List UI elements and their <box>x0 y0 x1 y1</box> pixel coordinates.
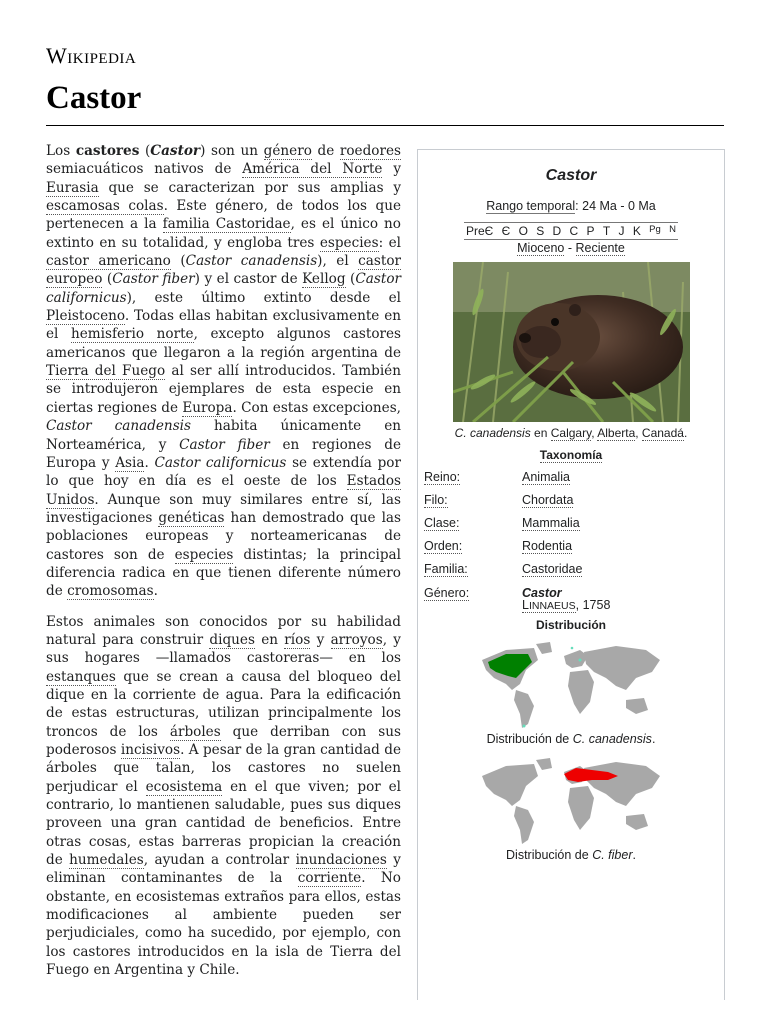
logo-text: Wikipedia <box>46 43 137 68</box>
taxonomy-row <box>418 488 724 511</box>
article-link[interactable]: ríos <box>284 631 311 648</box>
map-fiber-caption <box>418 848 724 862</box>
title-divider <box>46 125 724 126</box>
article-text: y <box>310 631 331 648</box>
article-text: Estos animales son conocidos por su habilidad natural para construir <box>46 613 401 648</box>
article-text: Los <box>46 143 76 159</box>
timeline-period[interactable]: PreЄ <box>466 224 494 238</box>
taxonomy-value[interactable]: Mammalia <box>522 515 580 530</box>
link-alberta[interactable]: Alberta <box>597 426 636 440</box>
article-text: . No obstante, en ecosistemas extraños para ellos, estas modificaciones al ambiente pueden ser perjudiciales, como ha sucedido, por ejemplo, con los castores introducidos en la isla de Tierra del Fuego en Argentina y Chile. <box>46 870 401 979</box>
article-text: ), este último extinto desde el <box>126 289 401 306</box>
taxonomy-value[interactable]: Castoridae <box>522 562 583 577</box>
timeline-period[interactable]: O <box>518 224 528 238</box>
article-text: . Este género, de todos los que pertenecen a la <box>46 198 401 233</box>
article-link[interactable]: arroyos <box>330 631 383 648</box>
article-text: Castor <box>150 143 201 159</box>
taxonomy-header <box>418 448 724 462</box>
caption-end: . <box>683 426 688 440</box>
taxonomy-value-cell <box>522 470 570 484</box>
taxonomy-value[interactable]: Chordata <box>522 492 574 507</box>
beaver-photo[interactable] <box>453 262 690 422</box>
article-text: . <box>144 454 155 471</box>
taxonomy-rank[interactable]: Género: <box>424 585 470 600</box>
article-text: , ayudan a controlar <box>143 852 296 869</box>
timeline-period[interactable]: C <box>569 224 579 238</box>
article-text: Castor canadensis <box>46 418 191 435</box>
taxonomy-header-link[interactable]: Taxonomía <box>539 448 603 462</box>
author-first: L <box>522 598 529 613</box>
map2-species: C. fiber <box>592 848 633 863</box>
map1-species: C. canadensis <box>572 732 652 747</box>
map-canadensis-caption <box>418 732 724 746</box>
article-text: . A pesar de la gran cantidad de árboles que talan, los castores no suelen perjudicar el <box>46 742 401 795</box>
map2-prefix: Distribución de <box>506 848 593 863</box>
range-value: : 24 Ma - 0 Ma <box>575 199 656 213</box>
taxonomy-value: Castor <box>522 585 562 600</box>
article-text: que se caracterizan por sus amplias y <box>98 179 401 196</box>
map2-end: . <box>632 848 636 863</box>
taxonomy-row <box>418 535 724 558</box>
article-link[interactable]: ecosistema <box>145 778 223 795</box>
article-text: ( <box>170 253 186 270</box>
taxonomy-rank-cell <box>424 539 522 553</box>
article-link[interactable]: Tierra del Fuego <box>46 363 166 380</box>
author-rest: INNAEUS <box>528 600 576 613</box>
article-link[interactable]: escamosas colas <box>46 198 164 215</box>
timeline-period[interactable]: P <box>586 224 595 238</box>
taxonomy-value-cell <box>522 493 573 507</box>
article-text: Castor californicus <box>154 454 287 471</box>
paragraph-1 <box>46 142 401 601</box>
article-link[interactable]: Estados Unidos <box>46 473 401 508</box>
article-text: que derriban con sus poderosos <box>46 723 401 758</box>
taxonomy-rank[interactable]: Clase: <box>424 515 460 530</box>
taxonomy-value-cell <box>522 539 572 553</box>
article-text: que se crean a causa del bloqueo del dique en la corriente de agua. Para la edificación de estas estructuras, utilizan principalmente los troncos de los <box>46 668 401 740</box>
article-text: al ser allí introducidos. También se introdujeron ejemplares de esta especie en ciertas regiones de <box>46 363 401 416</box>
article-link[interactable]: roedores <box>339 143 402 159</box>
taxonomy-rank-cell <box>424 470 522 484</box>
caption-comma: , <box>591 426 598 440</box>
article-link[interactable]: incisivos <box>120 742 181 758</box>
timeline-period[interactable]: S <box>536 224 545 238</box>
article-text: . Todas ellas habitan exclusivamente en el <box>46 308 401 343</box>
epoch-range <box>418 241 724 255</box>
distribution-header <box>418 618 724 632</box>
page-title: Castor <box>46 80 142 116</box>
article-text: en regiones de Europa y <box>46 436 401 471</box>
geologic-timeline <box>464 222 678 240</box>
article-link[interactable]: castor europeo <box>46 253 402 288</box>
article-text: ) y el castor de <box>194 271 303 288</box>
article-link[interactable]: estanques <box>46 668 116 685</box>
epoch-from[interactable]: Mioceno <box>517 241 565 255</box>
author-link[interactable] <box>522 598 576 613</box>
timeline-period[interactable]: N <box>669 224 676 235</box>
article-text: ( <box>345 271 356 288</box>
article-text: ( <box>102 271 113 288</box>
taxonomy-value[interactable]: Rodentia <box>522 539 573 554</box>
taxonomy-value-cell <box>522 516 580 530</box>
article-link[interactable]: diques <box>209 631 255 648</box>
article-link[interactable]: Eurasia <box>46 179 99 196</box>
taxonomy-row <box>418 511 724 534</box>
timeline-period[interactable]: J <box>618 224 625 238</box>
author-year: , 1758 <box>575 598 611 613</box>
article-link[interactable]: especies <box>319 234 379 251</box>
article-text: semiacuáticos nativos de <box>46 161 243 178</box>
timeline-period[interactable]: D <box>552 224 562 238</box>
taxonomy-rank-cell <box>424 562 522 576</box>
epoch-sep: - <box>564 241 576 255</box>
map1-end: . <box>651 732 656 747</box>
article-link[interactable]: Europa <box>182 399 233 416</box>
article-text: , es el único no extinto en su totalidad, y engloba tres <box>46 216 401 251</box>
epoch-to[interactable]: Reciente <box>575 241 625 255</box>
article-text: ), el <box>317 253 359 270</box>
article-text: en <box>254 631 285 648</box>
article-text: se extendía por lo que hoy en día es el oeste de los <box>46 454 401 490</box>
article-link[interactable]: árboles <box>169 723 221 740</box>
article-link[interactable]: familia Castoridae <box>162 216 291 233</box>
article-link[interactable]: cromosomas <box>67 583 154 600</box>
article-link[interactable]: especies <box>174 546 234 563</box>
article-text: : el <box>378 234 401 251</box>
timeline-period[interactable]: T <box>602 224 611 238</box>
taxonomy-table <box>418 465 724 604</box>
temporal-range <box>418 199 724 213</box>
article-link[interactable]: América del Norte <box>242 161 383 178</box>
map-fiber[interactable] <box>476 754 666 846</box>
caption-in: en <box>530 426 551 440</box>
taxonomy-rank-cell <box>424 493 522 507</box>
article-text: y <box>382 161 402 178</box>
article-text: en el que viven; por el contrario, lo mantienen saludable, pues sus diques proveen una gran cantidad de beneficios. Entre otras cosas, estas barreras propician la creación de <box>46 778 402 869</box>
infobox-title: Castor <box>545 167 597 184</box>
article-link[interactable]: castor americano <box>46 253 171 270</box>
taxonomy-row <box>418 465 724 488</box>
caption-comma: , <box>635 426 642 440</box>
taxonomy-rank[interactable]: Reino: <box>424 469 461 484</box>
map1-prefix: Distribución de <box>486 732 573 747</box>
article-text: habita únicamente en Norteamérica, y <box>46 418 402 453</box>
article-link[interactable]: Pleistoceno <box>46 308 125 325</box>
taxonomy-rank[interactable]: Familia: <box>424 562 468 577</box>
taxonomy-rank[interactable]: Filo: <box>424 492 448 507</box>
article-link[interactable]: género <box>263 143 312 159</box>
timeline-period[interactable]: Є <box>501 224 511 238</box>
article-text: . Aunque son muy similares entre sí, las investigaciones <box>46 491 401 526</box>
map-canadensis[interactable] <box>476 638 666 730</box>
article-link[interactable]: corriente <box>297 870 362 887</box>
article-text: de <box>311 143 340 159</box>
article-body <box>46 142 401 991</box>
article-text: , excepto algunos castores americanos que llegaron a la región argentina de <box>46 326 402 361</box>
taxonomy-rank-cell <box>424 516 522 530</box>
timeline-period[interactable]: K <box>632 224 641 238</box>
distribution-header-text: Distribución <box>535 618 606 633</box>
article-text: ) son un <box>200 143 264 159</box>
article-text: y eliminan contaminantes de la <box>46 852 401 887</box>
range-label[interactable]: Rango temporal <box>486 199 576 213</box>
article-text: . <box>153 583 158 600</box>
timeline-period[interactable]: Pg <box>649 224 661 235</box>
caption-species: C. canadensis <box>454 426 531 440</box>
article-text: Castor fiber <box>112 271 195 288</box>
article-text: Castor canadensis <box>185 253 318 270</box>
article-text: ( <box>139 143 151 159</box>
article-text: Castor californicus <box>46 271 402 306</box>
link-calgary[interactable]: Calgary <box>550 426 592 440</box>
article-link[interactable]: inundaciones <box>295 852 387 869</box>
article-text: . Con estas excepciones, <box>232 399 401 416</box>
article-link[interactable]: Asia <box>115 454 145 471</box>
article-link[interactable]: genéticas <box>158 509 225 526</box>
taxonomy-rank[interactable]: Orden: <box>424 539 463 554</box>
infobox <box>417 149 725 1000</box>
article-link[interactable]: humedales <box>69 852 144 869</box>
article-text: distintas; la principal diferencia radica en que tienen diferente número de <box>46 546 401 600</box>
article-text: han demostrado que las poblaciones europeas y norteamericanas de castores son de <box>46 509 401 563</box>
article-link[interactable]: Kellog <box>302 271 346 288</box>
wikipedia-logo[interactable] <box>46 43 136 69</box>
beaver-illustration <box>453 262 690 422</box>
taxonomy-rank-cell <box>424 586 522 600</box>
taxonomy-value[interactable]: Animalia <box>522 469 570 484</box>
taxonomy-value-cell <box>522 562 582 576</box>
article-link[interactable]: hemisferio norte <box>70 326 194 343</box>
taxonomy-row <box>418 558 724 581</box>
paragraph-2 <box>46 613 401 980</box>
photo-caption <box>418 426 724 440</box>
article-text: castores <box>75 143 140 159</box>
article-text: , y sus hogares —llamados castoreras— en los <box>46 631 401 667</box>
article-text: Castor fiber <box>179 436 270 453</box>
link-canada[interactable]: Canadá <box>641 426 684 440</box>
